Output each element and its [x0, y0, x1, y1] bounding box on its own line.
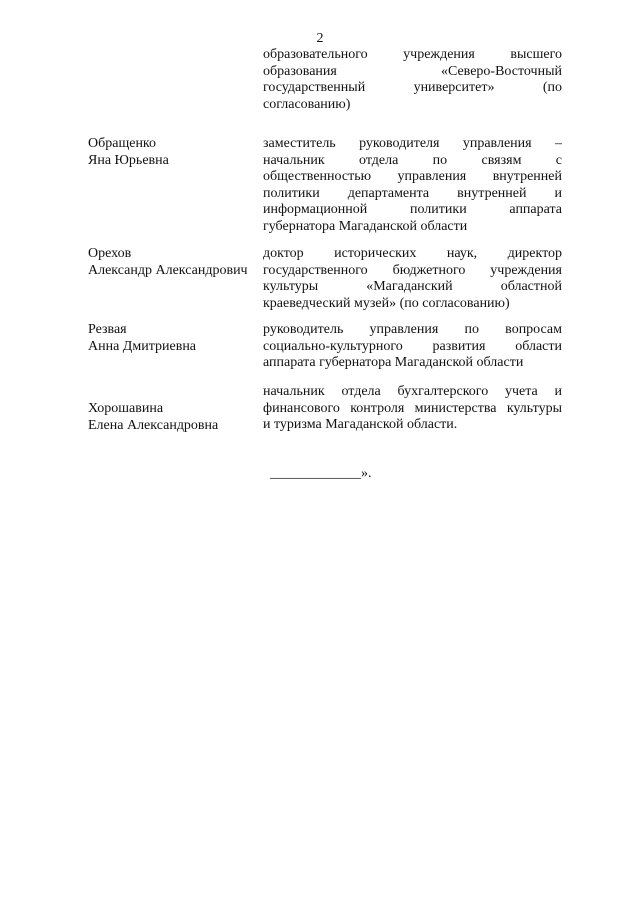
- member-given-names: Александр Александрович: [88, 262, 248, 278]
- member-surname: Хорошавина: [88, 401, 164, 416]
- member-surname: Обращенко: [88, 136, 157, 151]
- member-description: [263, 322, 562, 372]
- description-line: информационной политики аппарата: [263, 202, 562, 217]
- description-line: и туризма Магаданской области.: [263, 417, 458, 432]
- description-line: государственный университет» (по: [263, 80, 562, 95]
- description-line: руководитель управления по вопросам: [263, 322, 562, 337]
- description-line: государственного бюджетного учреждения: [263, 262, 562, 278]
- page-number: 2: [316, 31, 324, 46]
- description-line: аппарата губернатора Магаданской области: [263, 355, 524, 370]
- description-line: губернатора Магаданской области: [263, 218, 468, 234]
- description-line: начальник отдела бухгалтерского учета и: [263, 384, 562, 399]
- member-name: [88, 136, 258, 169]
- description-line: начальник отдела по связям с: [263, 152, 562, 168]
- member-name: [88, 322, 258, 355]
- description-line: краеведческий музей» (по согласованию): [263, 295, 510, 311]
- member-description: [263, 136, 562, 235]
- description-line: образования «Северо-Восточный: [263, 63, 562, 79]
- member-given-names: Яна Юрьевна: [88, 152, 169, 168]
- description-line: образовательного учреждения высшего: [263, 47, 562, 62]
- description-line: социально-культурного развития области: [263, 338, 562, 354]
- member-given-names: Анна Дмитриевна: [88, 338, 197, 354]
- member-given-names: Елена Александровна: [88, 417, 219, 433]
- member-description: [263, 384, 562, 434]
- closing-mark: _____________».: [270, 466, 372, 481]
- member-name: [88, 401, 258, 434]
- member-surname: Резвая: [88, 322, 127, 337]
- member-surname: Орехов: [88, 246, 132, 261]
- description-line: доктор исторических наук, директор: [263, 246, 562, 261]
- member-description: [263, 246, 562, 312]
- description-line: политики департамента внутренней и: [263, 185, 562, 201]
- description-line: согласованию): [263, 96, 351, 112]
- description-line: финансового контроля министерства культуры: [263, 400, 562, 416]
- member-name: [88, 246, 258, 279]
- description-line: заместитель руководителя управления –: [263, 136, 562, 151]
- description-line: общественностью управления внутренней: [263, 169, 562, 184]
- member-description: [263, 47, 562, 113]
- description-line: культуры «Магаданский областной: [263, 279, 562, 294]
